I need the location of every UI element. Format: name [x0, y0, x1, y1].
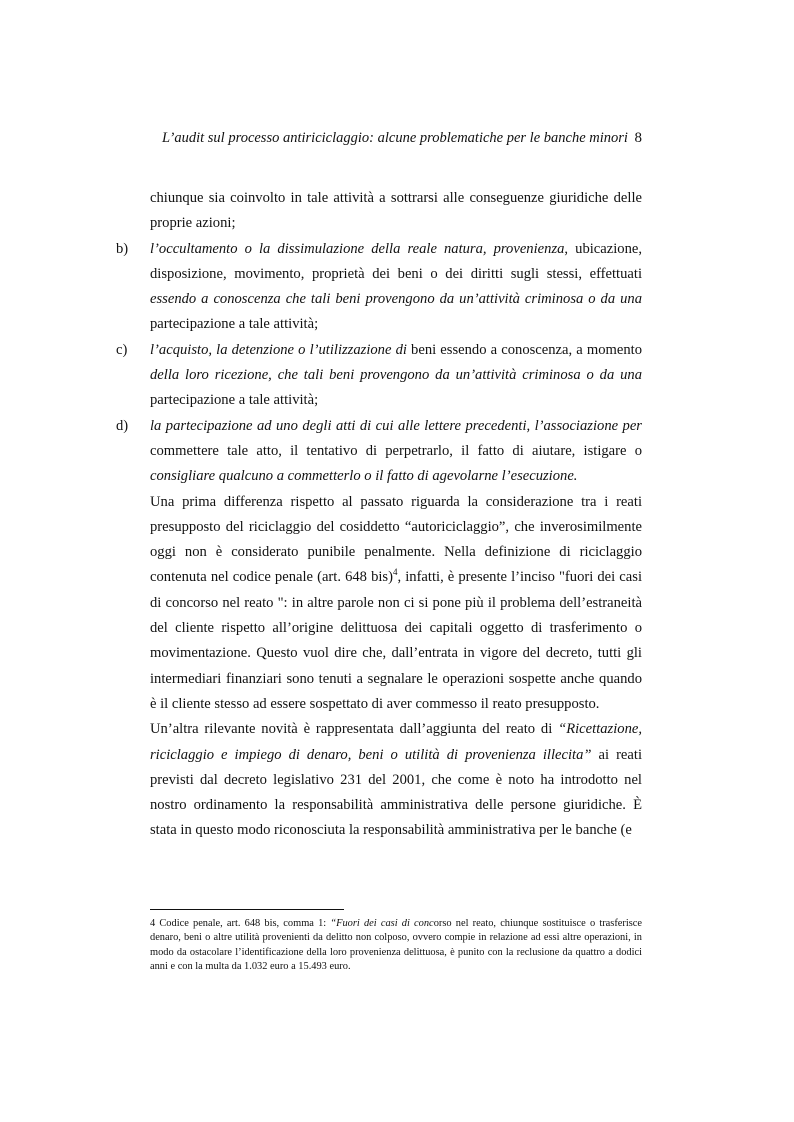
list-item-label: c) — [116, 341, 128, 358]
continuation-paragraph: chiunque sia coinvolto in tale attività a sottrarsi alle conseguenze giuridiche delle proprie azioni; — [150, 190, 642, 232]
item-italic-text: consigliare qualcuno a commetterlo o il fatto di agevolarne l’esecuzione. — [150, 468, 578, 485]
paragraph-autoriciclaggio: Una prima differenza rispetto al passato riguarda la considerazione tra i reati presupposto del riciclaggio del cosiddetto “autoriciclaggio”, che inverosimilmente oggi non è considerato punibile penalmente. Nella definizione di riciclaggio contenuta nel codice penale (art. 648 bis)$^4$, infatti, è presente l’inciso "fuori dei casi di concorso nel reato ": in altre parole non ci si pone più il problema dell’estraneità del cliente rispetto all’origine delittuosa dei capitali oggetto di trasferimento o movimentazione. Questo vuol dire che, dall’entrata in vigore del decreto, tutti gli intermediari finanziari sono tenuti a segnalare le operazioni sospette anche quando è il cliente stesso ad essere sospettato di aver commesso il reato presupposto. — [150, 493, 642, 712]
item-italic-text: essendo a conoscenza che tali beni provengono da un’attività criminosa o da una — [150, 291, 642, 308]
item-text: commettere tale atto, il tentativo di perpetrarlo, il fatto di aiutare, istigare o — [150, 442, 642, 459]
item-italic-text: della loro ricezione, che tali beni provengono da un’attività criminosa o da una — [150, 367, 642, 384]
list-item — [116, 414, 642, 490]
body-text — [116, 186, 642, 844]
item-text: , ubicazione, disposizione, movimento, proprietà dei beni o dei diritti sugli stessi, effettuati — [150, 240, 642, 282]
item-text: partecipazione a tale attività; — [150, 392, 319, 409]
list-item — [116, 338, 642, 414]
list-item — [116, 237, 642, 338]
item-italic-text: la partecipazione ad uno degli atti di cui alle lettere precedenti, l’associazione per — [150, 417, 642, 434]
page-number: 8 — [634, 130, 642, 146]
list-item-label: b) — [116, 240, 129, 257]
item-text: beni essendo a conoscenza, a momento — [406, 341, 642, 358]
running-header — [162, 130, 642, 152]
list-item-label: d) — [116, 417, 129, 434]
paragraph-ricettazione: Un’altra rilevante novità è rappresentata dall’aggiunta del reato di “Ricettazione, riciclaggio e impiego di denaro, beni o utilità di provenienza illecita” ai reati previsti dal decreto legislativo 231 del 2001, che come è noto ha introdotto nel nostro ordinamento la responsabilità amministrativa delle persone giuridiche. È stata in questo modo riconosciuta la responsabilità amministrativa per le banche (e — [150, 721, 642, 839]
item-italic-text: l’acquisto, la detenzione o l’utilizzazione di — [150, 341, 407, 358]
footnote-reference[interactable]: 4 — [392, 567, 398, 578]
running-title: L’audit sul processo antiriciclaggio: alcune problematiche per le banche minori — [162, 130, 628, 146]
footnote-separator — [150, 909, 344, 910]
item-italic-text: l’occultamento o la dissimulazione della reale natura, provenienza — [150, 240, 565, 257]
footnote: 4 Codice penale, art. 648 bis, comma 1: “Fuori dei casi di concorso nel reato, chiunque sostituisce o trasferisce denaro, beni o altre utilità provenienti da delitto non colposo, ovvero compie in relazione ad essi altre operazioni, in modo da ostacolare l’identificazione della loro provenienza delittuosa, è punito con la reclusione da quattro a dodici anni e con la multa da 1.032 euro a 15.493 euro. — [150, 918, 643, 972]
item-text: partecipazione a tale attività; — [150, 316, 319, 333]
